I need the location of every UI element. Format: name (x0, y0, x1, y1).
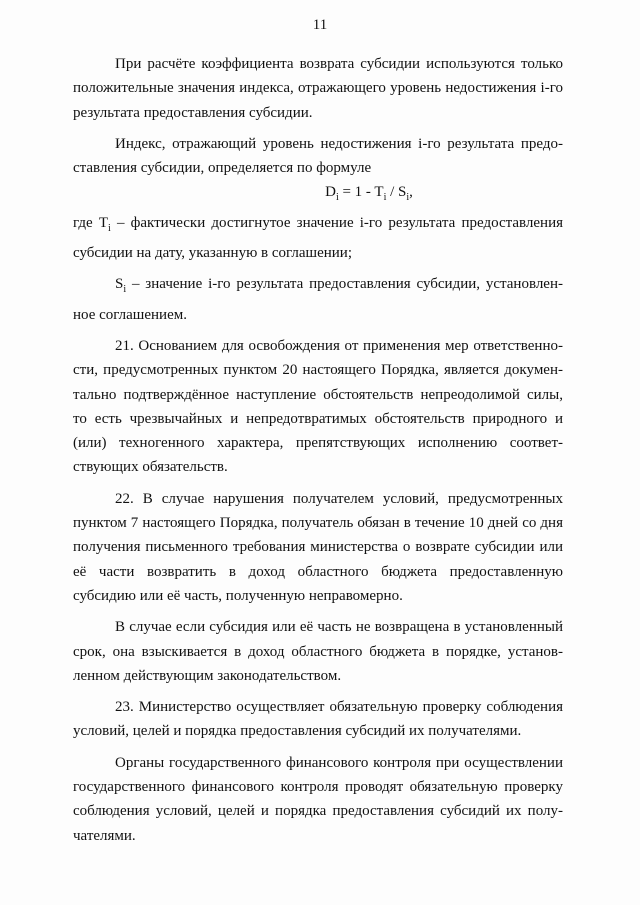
formula-sub-i: i (335, 192, 339, 204)
formula-sub-i: i (406, 192, 410, 204)
formula-sub-i: i (383, 192, 387, 204)
si-subscript: i (123, 284, 127, 296)
paragraph-23: 23. Министерство осуществляет обязательную проверку соблюдения условий, целей и порядка предоставления субсидий их получателями. (73, 699, 563, 740)
formula-d: D (325, 184, 336, 201)
paragraph-si-definition (73, 272, 563, 327)
formula-eq: = 1 - T (338, 184, 384, 201)
paragraph-index-definition: Индекс, отражающий уровень недостижения i-го результата предоставления субсидии, определяется по формуле (73, 135, 563, 177)
ti-text: – фактически достигнутое значение i-го результата предоставления субсидии на дату, указанную в соглашении; (73, 214, 563, 262)
paragraph-positive-index: При расчёте коэффициента возврата субсидии используются только положительные значения индекса, отражающего уровень недостижения i-го результата предоставления субсидии. (73, 56, 563, 121)
paragraph-22-return: В случае если субсидия или её часть не возвращена в установленный срок, она взыскивается в доход областного бюджета в порядке, установленном действующим законодательством. (73, 619, 563, 684)
ti-subscript: i (108, 222, 111, 234)
formula-slash: / S (386, 184, 407, 201)
document-body (73, 52, 563, 848)
index-formula (73, 180, 563, 210)
page-number: 11 (312, 17, 328, 33)
paragraph-22: 22. В случае нарушения получателем условий, предусмотренных пунктом 7 настоящего Порядка, получатель обязан в течение 10 дней со дня получения письменного требования министерства о возврате субсидии или её части возвратить в доход областного бюджета предоставленную субсидию или её часть, полученную неправомерно. (73, 490, 563, 604)
si-symbol: S (115, 276, 124, 293)
si-text: – значение i-го результата предоставления субсидии, установленное соглашением. (73, 276, 563, 323)
formula-end: , (409, 184, 413, 201)
paragraph-21: 21. Основанием для освобождения от применения мер ответственности, предусмотренных пунктом 20 настоящего Порядка, является документально подтверждённое наступление обстоятельств непреодолимой силы, то есть чрезвычайных и непредотвратимых обстоятельств природного и (или) техногенного характера, препятствующих исполнению соответствующих обязательств. (73, 337, 563, 476)
paragraph-ti-definition (73, 211, 563, 266)
ti-symbol: где T (73, 214, 109, 231)
paragraph-23-control: Органы государственного финансового контроля при осуществлении государственного финансового контроля проводят обязательную проверку соблюдения условий, целей и порядка предоставления субсидий их получателями. (73, 754, 563, 844)
